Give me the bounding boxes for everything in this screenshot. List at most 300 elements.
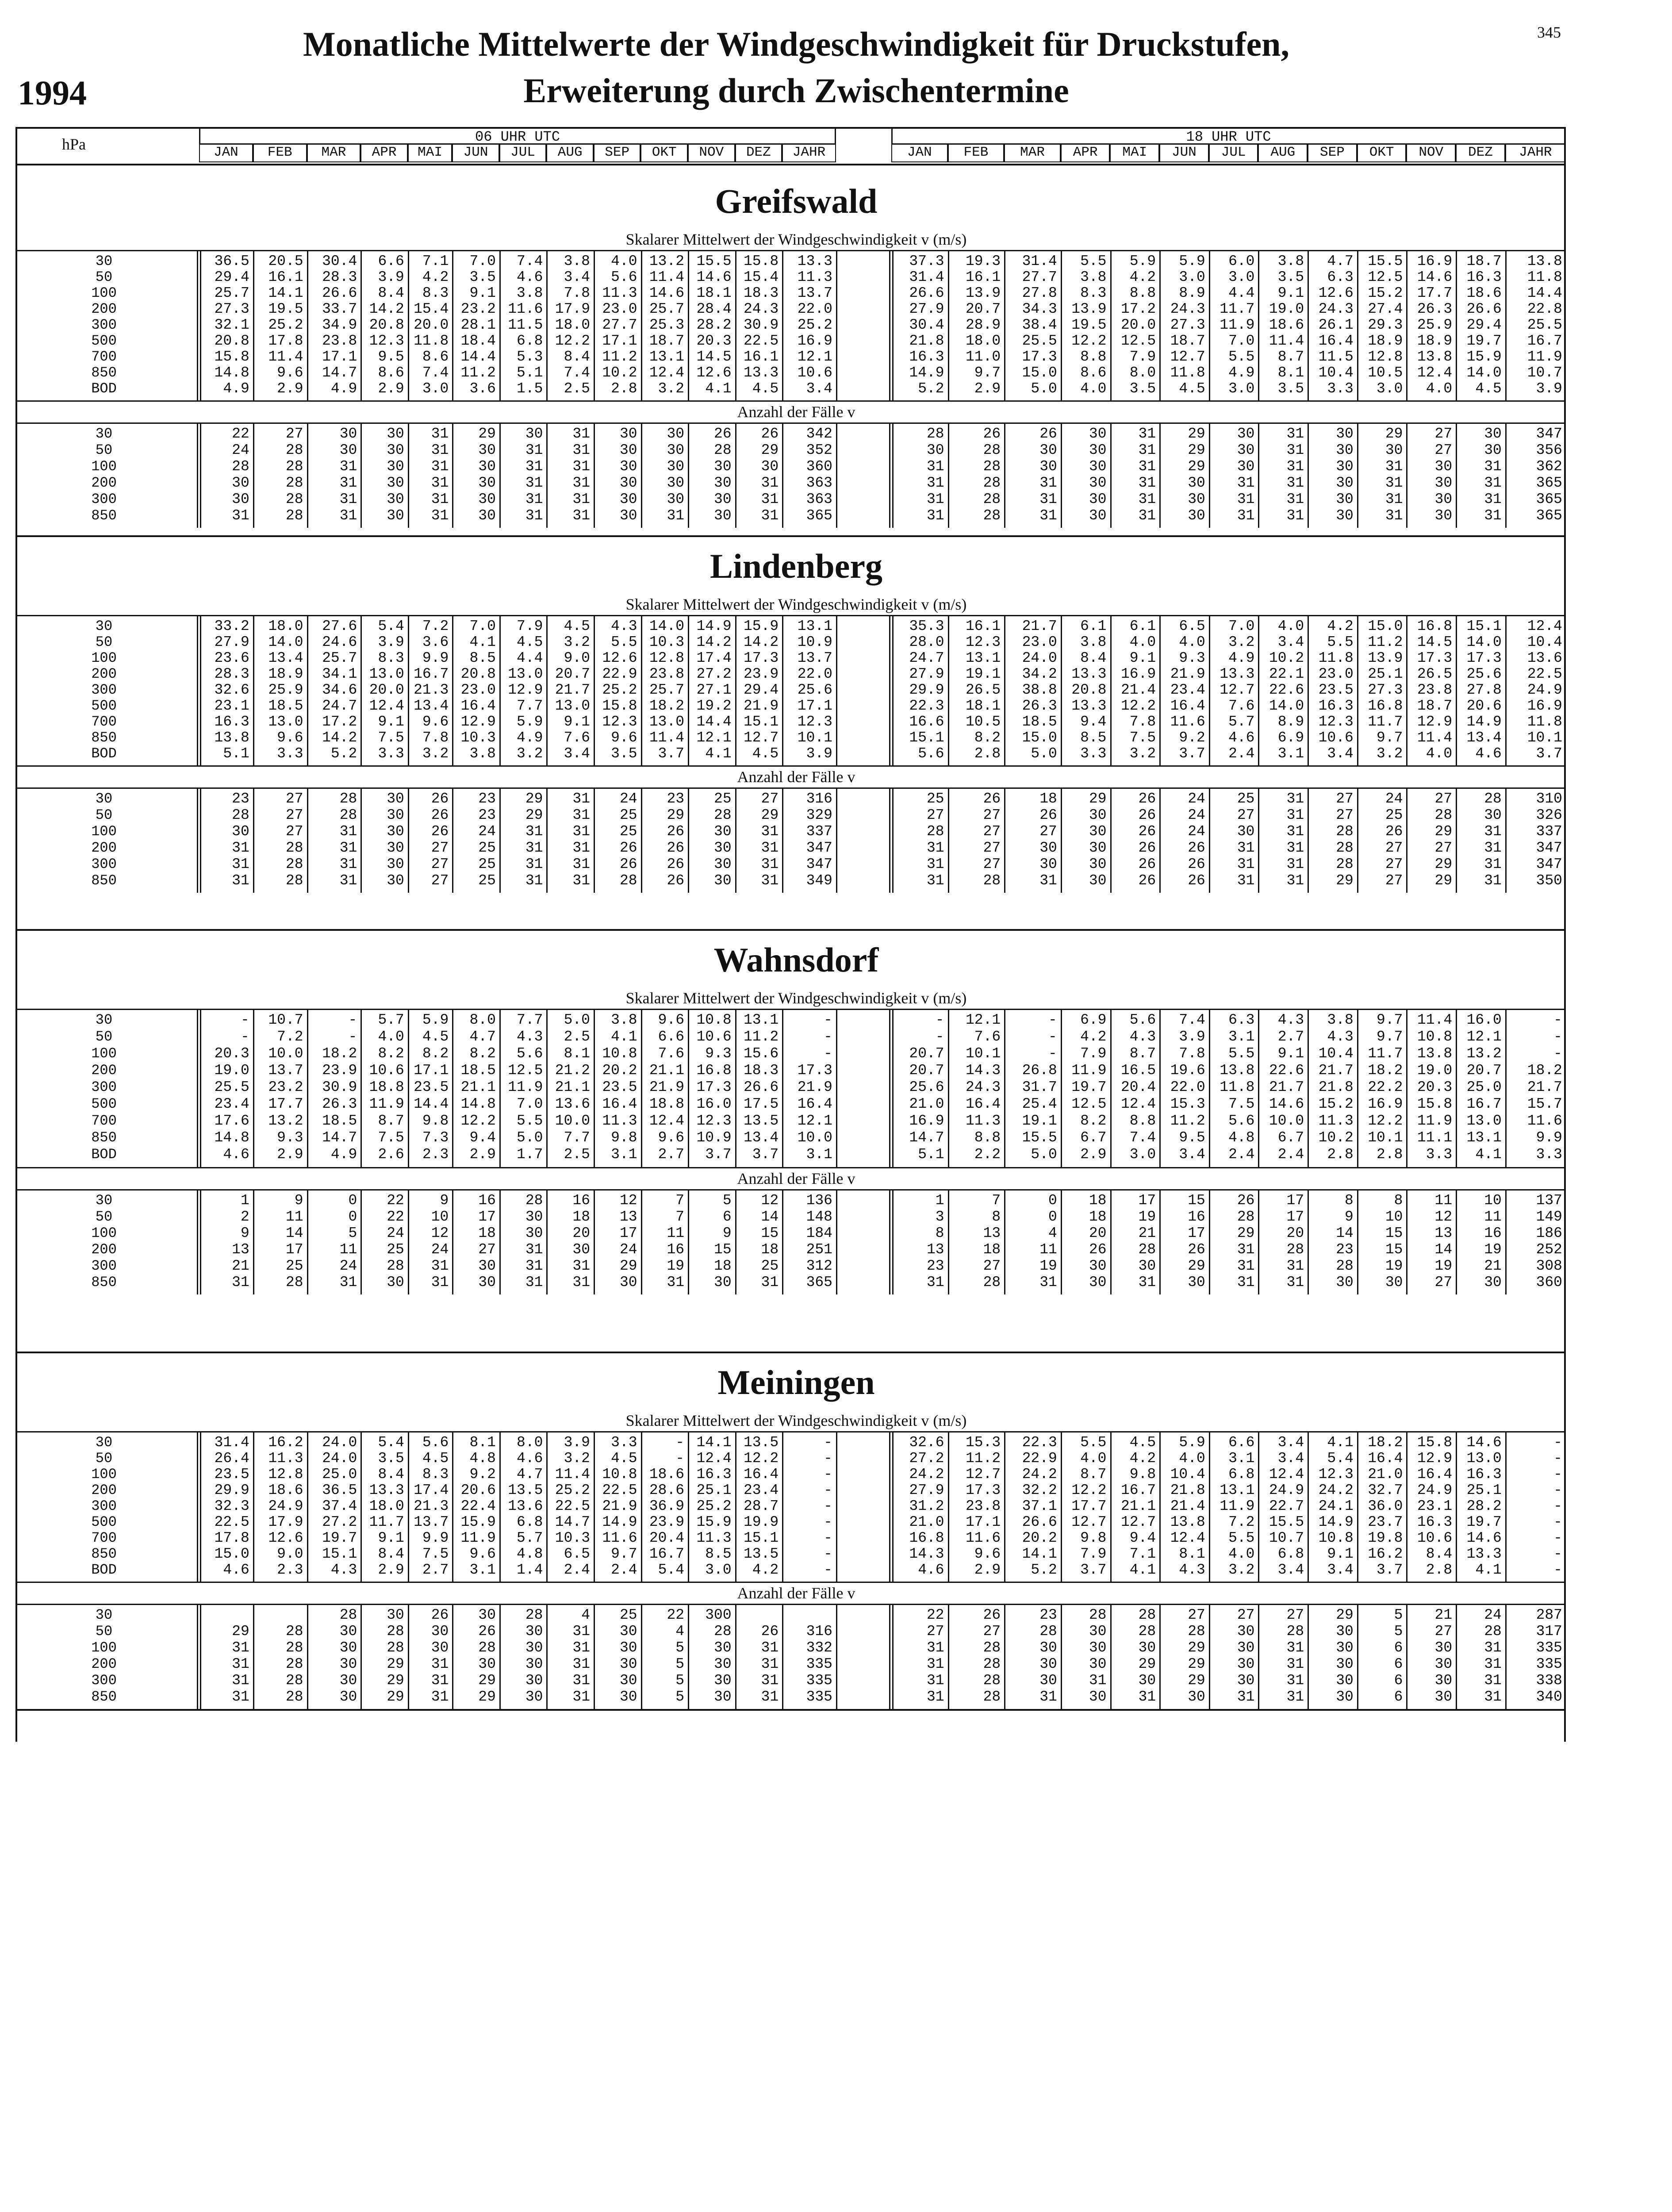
column-rule [889,250,890,400]
value-cell: 4.6 [918,1562,944,1578]
value-cell: 9.7 [974,365,1001,381]
value-cell: 10.6 [1318,730,1354,746]
value-cell: 5.9 [1129,253,1156,269]
count-cell: 31 [232,1640,249,1656]
count-cell: 24 [1188,807,1205,823]
value-cell: 11.6 [1527,1113,1562,1129]
column-rule [836,422,837,528]
column-rule [948,1431,949,1582]
count-cell: 28 [927,426,944,442]
value-cell: 9.3 [277,1129,303,1146]
value-cell: 21.7 [1269,1079,1304,1095]
value-cell: 12.2 [460,1113,496,1129]
month-header-cell: APR [1061,145,1110,162]
column-rule [892,1431,894,1582]
count-cell: 16 [478,1192,496,1209]
value-cell: 14.4 [696,714,732,730]
value-cell: 3.2 [517,745,543,762]
count-cell: 30 [1336,507,1354,524]
count-cell: 365 [806,1274,832,1290]
column-rule [1209,1431,1210,1582]
value-cell: 17.1 [414,1062,449,1079]
value-cell: 34.9 [322,317,357,333]
column-rule [1061,1009,1062,1167]
level-label: 850 [91,1274,117,1290]
value-cell: 24.7 [909,650,944,666]
column-rule [360,1604,362,1709]
value-cell: 26.6 [1022,1514,1057,1530]
level-label: BOD [91,1146,117,1163]
count-cell: 30 [1484,442,1502,458]
count-cell: 30 [1039,1640,1057,1656]
station-name: Greifswald [715,182,878,220]
column-rule [546,1009,548,1167]
count-cell: 25 [619,1607,637,1623]
value-cell: 8.3 [422,285,449,301]
count-cell: 27 [1385,840,1403,856]
count-cell: 31 [431,1689,449,1705]
count-cell: 31 [525,1274,543,1290]
value-cell: 22.0 [797,666,832,682]
value-cell: 32.2 [1022,1482,1057,1498]
column-rule [1308,422,1309,528]
count-cell: 31 [431,1672,449,1689]
value-cell: 7.0 [469,618,496,634]
value-cell: 30.4 [909,317,944,333]
column-rule [197,1604,198,1709]
value-cell: 3.8 [1327,1012,1354,1028]
column-rule [200,1009,201,1167]
count-cell: 28 [1188,1623,1205,1640]
count-cell: 30 [387,475,404,491]
level-label: 50 [95,1209,113,1225]
count-cell: 31 [232,872,249,889]
value-cell: 18.7 [1170,333,1205,349]
count-cell: 30 [1089,491,1107,507]
count-cell: 30 [478,491,496,507]
count-cell: 22 [387,1192,404,1209]
value-cell: 4.4 [1228,285,1255,301]
value-cell: 11.8 [1318,650,1354,666]
value-cell: 13.5 [508,1482,543,1498]
column-rule [641,250,642,400]
value-cell: 12.1 [1466,1029,1502,1045]
value-cell: 5.7 [1228,714,1255,730]
value-cell: 18.5 [1022,714,1057,730]
value-cell: 1.4 [517,1562,543,1578]
value-cell: - [348,1012,357,1028]
column-rule [948,1009,949,1167]
value-cell: 20.0 [1120,317,1156,333]
count-cell: 30 [619,426,637,442]
value-cell: 25.2 [696,1498,732,1514]
value-cell: 12.5 [1120,333,1156,349]
count-block-top-rule [15,1189,1566,1190]
count-cell: 31 [1138,458,1156,475]
value-cell: 13.6 [1527,650,1562,666]
count-cell: 26 [667,840,685,856]
value-cell: 4.8 [1228,1129,1255,1146]
value-cell: 10.3 [649,634,685,650]
count-cell: 30 [714,507,732,524]
value-cell: 4.1 [1327,1434,1354,1451]
value-cell: 12.9 [508,682,543,698]
count-cell: 31 [1039,475,1057,491]
count-cell: 5 [675,1656,685,1672]
count-cell: 31 [1286,507,1304,524]
count-cell: 27 [1434,791,1453,807]
value-cell: 7.0 [469,253,496,269]
value-cell: 15.2 [1368,285,1403,301]
value-cell: 9.6 [611,730,637,746]
value-cell: 4.0 [1179,1450,1205,1467]
column-rule [594,787,595,893]
column-rule [1456,422,1457,528]
count-cell: 30 [927,442,944,458]
value-cell: 17.1 [797,698,832,714]
count-cell: 30 [478,475,496,491]
value-cell: 4.7 [1327,253,1354,269]
level-label: 850 [91,507,117,524]
value-cell: 18.7 [1417,698,1453,714]
column-rule [499,787,501,893]
count-cell: 312 [806,1258,832,1274]
count-cell: 25 [619,823,637,840]
value-cell: 2.8 [1426,1562,1453,1578]
value-cell: 9.4 [469,1129,496,1146]
value-cell: 8.7 [378,1113,404,1129]
value-cell: 28.6 [649,1482,685,1498]
value-cell: 7.6 [564,730,590,746]
value-cell: 7.4 [422,365,449,381]
value-cell: 2.5 [564,380,590,397]
value-cell: 34.3 [1022,301,1057,317]
month-header-cell: OKT [1357,145,1407,162]
value-cell: 12.8 [1368,349,1403,365]
column-rule [948,1189,949,1294]
value-cell: 12.2 [1368,1113,1403,1129]
column-rule [307,615,308,765]
count-cell: 27 [1286,1607,1304,1623]
value-cell: 12.3 [369,333,404,349]
count-caption: Anzahl der Fälle v [737,403,855,421]
value-cell: 5.5 [1228,1530,1255,1546]
value-cell: 15.5 [1269,1514,1304,1530]
value-cell: 27.6 [322,618,357,634]
column-rule [688,787,689,893]
count-cell: 30 [387,823,404,840]
count-cell: 24 [478,823,496,840]
count-cell: 31 [1286,1258,1304,1274]
count-cell: 30 [1434,1689,1453,1705]
count-cell: 31 [927,475,944,491]
value-cell: 16.0 [1466,1012,1502,1028]
value-cell: 14.2 [696,634,732,650]
count-cell: 31 [431,1656,449,1672]
value-cell: 27.3 [1368,682,1403,698]
count-cell: 21 [1484,1258,1502,1274]
value-cell: 12.3 [602,714,637,730]
value-cell: 25.1 [1368,666,1403,682]
value-cell: - [1553,1029,1562,1045]
count-cell: 0 [1048,1209,1057,1225]
count-cell: 31 [339,872,357,889]
value-cell: 5.6 [611,269,637,285]
month-header-cell: SEP [1308,145,1357,162]
level-label: 50 [95,269,113,285]
count-cell: 30 [232,475,249,491]
column-rule [253,787,254,893]
count-cell: 30 [525,1209,543,1225]
count-cell: 26 [667,823,685,840]
value-cell: 7.9 [1080,1546,1107,1562]
count-cell: 29 [1188,1672,1205,1689]
count-cell: 26 [1089,1241,1107,1258]
count-cell: 14 [761,1209,779,1225]
count-cell: 30 [1039,840,1057,856]
value-cell: 4.5 [422,1029,449,1045]
count-cell: 26 [714,426,732,442]
value-cell: 21.7 [1318,1062,1354,1079]
value-cell: 24.2 [1318,1482,1354,1498]
value-cell: - [824,1012,832,1028]
count-cell: 30 [1237,1623,1255,1640]
value-cell: 11.2 [460,365,496,381]
count-cell: 26 [1138,856,1156,872]
value-cell: 10.2 [602,365,637,381]
column-rule [892,250,894,400]
value-cell: 11.4 [1417,730,1453,746]
count-cell: 31 [1039,491,1057,507]
count-cell: 30 [478,1607,496,1623]
count-cell: 27 [1237,1607,1255,1623]
level-label: 100 [91,458,117,475]
count-cell: 9 [440,1192,449,1209]
value-cell: 4.7 [517,1466,543,1482]
count-cell: 6 [1394,1656,1403,1672]
column-rule [1505,1604,1507,1709]
value-cell: 18.0 [268,618,303,634]
value-cell: 22.9 [1022,1450,1057,1467]
value-cell: 27.9 [909,301,944,317]
column-rule [641,1009,642,1167]
value-cell: 13.9 [966,285,1001,301]
count-cell: 31 [1286,458,1304,475]
value-cell: 19.1 [1022,1113,1057,1129]
value-cell: 7.9 [517,618,543,634]
value-cell: 26.5 [1417,666,1453,682]
count-cell: 31 [1237,1689,1255,1705]
value-cell: 8.6 [1080,365,1107,381]
value-cell: 10.3 [555,1530,590,1546]
count-cell: 31 [1286,475,1304,491]
value-cell: 16.7 [1120,1482,1156,1498]
value-cell: 11.3 [1318,1113,1354,1129]
value-cell: 4.8 [517,1546,543,1562]
value-cell: 27.9 [214,634,249,650]
value-cell: 10.9 [797,634,832,650]
column-rule [889,1009,890,1167]
column-rule [360,1009,362,1167]
value-cell: 5.5 [1080,253,1107,269]
value-cell: 3.4 [1179,1146,1205,1163]
value-cell: 5.9 [1179,1434,1205,1451]
column-rule [197,250,198,400]
value-cell: 11.4 [1269,333,1304,349]
column-rule [892,615,894,765]
count-cell: 26 [1138,807,1156,823]
value-cell: 25.5 [214,1079,249,1095]
count-cell: 24 [1188,823,1205,840]
value-cell: 12.7 [1071,1514,1107,1530]
value-cell: 29.3 [1368,317,1403,333]
value-cell: 5.3 [517,349,543,365]
value-cell: 12.3 [1318,1466,1354,1482]
month-header-cell: MAI [1110,145,1159,162]
count-cell: 287 [1536,1607,1562,1623]
level-label: 850 [91,1129,117,1146]
value-cell: 4.9 [517,730,543,746]
value-cell: 14.9 [1318,1514,1354,1530]
count-cell: 26 [1188,872,1205,889]
value-cell: 16.7 [1466,1096,1502,1112]
value-cell: 5.6 [1228,1113,1255,1129]
value-cell: 14.5 [696,349,732,365]
speed-block-top-rule [15,615,1566,616]
value-cell: 11.9 [460,1530,496,1546]
value-cell: 14.4 [414,1096,449,1112]
value-cell: 13.1 [1219,1482,1255,1498]
level-label: 30 [95,1607,113,1623]
count-cell: 30 [478,442,496,458]
value-cell: 4.1 [1129,1562,1156,1578]
value-cell: 14.3 [966,1062,1001,1079]
count-cell: 27 [983,856,1001,872]
count-cell: 27 [983,823,1001,840]
column-rule [1505,615,1507,765]
column-rule [688,1189,689,1294]
value-cell: 2.9 [378,380,404,397]
column-rule [836,1189,837,1294]
count-cell: 31 [572,507,590,524]
value-cell: 24.9 [1269,1482,1304,1498]
column-rule [1357,1604,1358,1709]
station-name: Lindenberg [709,547,883,585]
value-cell: 3.4 [1277,1450,1304,1467]
count-cell: 30 [1336,1689,1354,1705]
value-cell: 14.1 [696,1434,732,1451]
value-cell: 7.5 [1129,730,1156,746]
value-cell: 14.4 [460,349,496,365]
value-cell: 2.9 [469,1146,496,1163]
value-cell: 9.8 [422,1113,449,1129]
count-cell: 14 [1434,1241,1453,1258]
value-cell: 9.1 [1277,285,1304,301]
month-header-cell: OKT [640,145,688,162]
month-header-cell: JAN [199,145,253,162]
page-title-line-2: Erweiterung durch Zwischentermine [523,71,1069,110]
count-cell: 31 [1138,1689,1156,1705]
value-cell: 6.6 [658,1029,685,1045]
value-cell: 8.4 [378,1466,404,1482]
count-cell: 28 [387,1258,404,1274]
column-rule [1505,787,1507,893]
count-cell: 28 [525,1607,543,1623]
value-cell: 18.3 [743,1062,779,1079]
count-cell: 30 [478,1274,496,1290]
count-cell: 17 [1286,1192,1304,1209]
count-cell: 4 [675,1623,685,1640]
count-cell: 28 [1336,856,1354,872]
value-cell: 23.8 [322,333,357,349]
column-rule [200,422,201,528]
value-cell: 20.4 [649,1530,685,1546]
count-cell: 30 [525,1689,543,1705]
value-cell: 18.6 [1269,317,1304,333]
value-cell: 25.5 [1022,333,1057,349]
value-cell: - [824,1562,832,1578]
count-cell: 28 [478,1640,496,1656]
column-rule [307,1189,308,1294]
count-cell: 27 [1434,442,1453,458]
value-cell: 3.9 [1536,380,1562,397]
value-cell: 37.3 [909,253,944,269]
value-cell: 6.3 [1327,269,1354,285]
count-cell: 335 [806,1689,832,1705]
count-cell: 30 [619,1274,637,1290]
count-cell: 31 [1237,856,1255,872]
value-cell: 7.1 [1129,1546,1156,1562]
level-label: 100 [91,823,117,840]
value-cell: 8.1 [1179,1546,1205,1562]
column-rule [1258,615,1259,765]
count-cell: 27 [431,840,449,856]
count-cell: 340 [1536,1689,1562,1705]
count-cell: 30 [1089,872,1107,889]
count-cell: 30 [387,458,404,475]
value-cell: 4.8 [469,1450,496,1467]
value-cell: 3.3 [611,1434,637,1451]
value-cell: 25.6 [1466,666,1502,682]
count-cell: 28 [983,1672,1001,1689]
column-rule [1308,1431,1309,1582]
count-cell: 28 [1286,1241,1304,1258]
column-rule [641,1189,642,1294]
count-cell: 30 [1237,823,1255,840]
level-label: 300 [91,1672,117,1689]
value-cell: 18.0 [966,333,1001,349]
column-rule [1406,787,1407,893]
count-cell: 28 [1286,1623,1304,1640]
value-cell: 3.1 [806,1146,832,1163]
column-rule [1357,787,1358,893]
value-cell: 7.4 [564,365,590,381]
value-cell: 14.6 [1466,1530,1502,1546]
value-cell: 31.2 [909,1498,944,1514]
value-cell: 4.5 [752,745,779,762]
column-rule [452,1431,453,1582]
count-cell: 30 [339,1640,357,1656]
count-cell: 29 [1188,1656,1205,1672]
value-cell: 3.0 [1377,380,1403,397]
count-cell: 28 [285,442,303,458]
value-cell: 7.4 [1179,1012,1205,1028]
count-cell: 31 [572,475,590,491]
value-cell: 8.4 [378,285,404,301]
column-rule [1110,422,1112,528]
value-cell: 28.2 [1466,1498,1502,1514]
count-cell: 12 [1434,1209,1453,1225]
